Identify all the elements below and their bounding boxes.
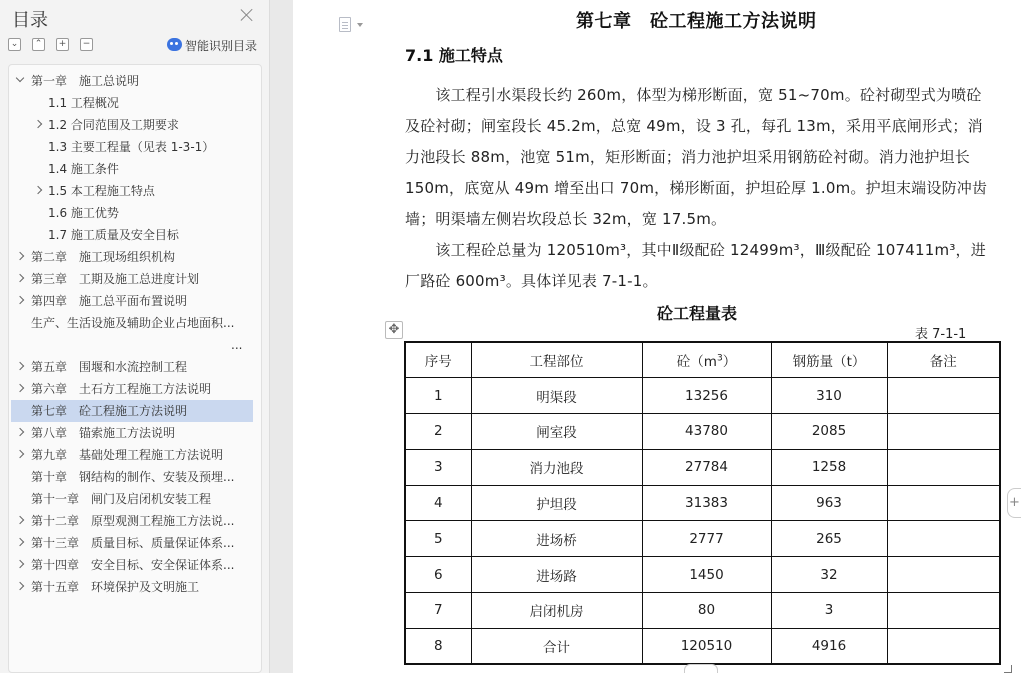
- document-icon[interactable]: [339, 17, 351, 32]
- cell-rebar[interactable]: 32: [771, 557, 887, 593]
- ai-robot-icon[interactable]: [167, 38, 182, 51]
- cell-index[interactable]: 1: [405, 378, 471, 414]
- paragraph-line: 该工程砼总量为 120510m³，其中Ⅱ级配砼 12499m³，Ⅲ级配砼 107411m³，进: [405, 241, 986, 259]
- add-heading-button[interactable]: +: [56, 38, 69, 51]
- toc-item[interactable]: [11, 576, 253, 598]
- toc-item-label: 1.5 本工程施工特点: [48, 184, 155, 198]
- cell-location[interactable]: 进场桥: [471, 521, 642, 557]
- toc-item[interactable]: [11, 202, 253, 224]
- header-concrete-sup: 3: [716, 353, 723, 364]
- toc-item-label: 1.7 施工质量及安全目标: [48, 228, 179, 242]
- cell-concrete[interactable]: 31383: [642, 485, 771, 521]
- toc-item-label: 第十二章 原型观测工程施工方法说...: [31, 514, 235, 528]
- chevron-right-icon[interactable]: [16, 362, 24, 370]
- chevron-right-icon[interactable]: [16, 384, 24, 392]
- close-icon[interactable]: [240, 8, 254, 22]
- cell-concrete[interactable]: 1450: [642, 557, 771, 593]
- header-cell-index[interactable]: 序号: [405, 342, 471, 378]
- toc-item[interactable]: [11, 510, 253, 532]
- table-row: [405, 521, 1000, 557]
- toc-item-label: 第十章 钢结构的制作、安装及预埋...: [31, 470, 235, 484]
- cell-concrete[interactable]: 13256: [642, 378, 771, 414]
- toc-item-label: 1.3 主要工程量（见表 1-3-1）: [48, 140, 215, 154]
- header-cell-location[interactable]: 工程部位: [471, 342, 642, 378]
- table-row: [405, 593, 1000, 629]
- toc-item[interactable]: [11, 268, 253, 290]
- expand-all-button[interactable]: ⌃: [32, 38, 45, 51]
- cell-rebar[interactable]: 1258: [771, 449, 887, 485]
- table-move-handle-icon[interactable]: ✥: [385, 321, 403, 339]
- toc-item[interactable]: [11, 290, 253, 312]
- toc-item[interactable]: [11, 312, 253, 334]
- cell-remark[interactable]: [887, 414, 1000, 450]
- paragraph-line: 150m，底宽从 49m 增至出口 70m，梯形断面，护坦砼厚 1.0m。护坦末端设防冲齿: [405, 179, 988, 197]
- cell-index[interactable]: 4: [405, 485, 471, 521]
- cell-rebar[interactable]: 265: [771, 521, 887, 557]
- toc-item-label: 1.2 合同范围及工期要求: [48, 118, 179, 132]
- paragraph-line: 及砼衬砌；闸室段长 45.2m，总宽 49m，设 3 孔，每孔 13m，采用平底闸形式；消: [405, 117, 983, 135]
- cell-concrete[interactable]: 2777: [642, 521, 771, 557]
- cell-rebar[interactable]: 310: [771, 378, 887, 414]
- cell-index[interactable]: 3: [405, 449, 471, 485]
- add-column-button[interactable]: +: [1007, 488, 1021, 518]
- cell-rebar[interactable]: 4916: [771, 628, 887, 664]
- toc-item-label: ...: [231, 338, 243, 352]
- cell-location[interactable]: 进场路: [471, 557, 642, 593]
- cell-concrete[interactable]: 27784: [642, 449, 771, 485]
- toc-item-label: 第八章 锚索施工方法说明: [31, 426, 176, 440]
- header-concrete-close: ）: [722, 354, 737, 371]
- cell-rebar[interactable]: 3: [771, 593, 887, 629]
- chevron-right-icon[interactable]: [16, 428, 24, 436]
- toc-item-label: 第十四章 安全目标、安全保证体系...: [31, 558, 235, 572]
- toc-item-label: 第七章 砼工程施工方法说明: [31, 404, 188, 418]
- cell-remark[interactable]: [887, 485, 1000, 521]
- table-row: [405, 414, 1000, 450]
- cell-location[interactable]: 明渠段: [471, 378, 642, 414]
- toc-item-label: 第二章 施工现场组织机构: [31, 250, 176, 264]
- chevron-down-icon[interactable]: [357, 23, 363, 27]
- cell-remark[interactable]: [887, 593, 1000, 629]
- chevron-right-icon[interactable]: [34, 120, 42, 128]
- cell-remark[interactable]: [887, 557, 1000, 593]
- paragraph-line: 该工程引水渠段长约 260m，体型为梯形断面，宽 51~70m。砼衬砌型式为喷砼: [405, 86, 982, 104]
- table-body: [405, 378, 1000, 664]
- toc-item[interactable]: [11, 92, 253, 114]
- toc-item[interactable]: [11, 444, 253, 466]
- toc-item-label: 第六章 土石方工程施工方法说明: [31, 382, 212, 396]
- toc-item-label: 第十三章 质量目标、质量保证体系...: [31, 536, 235, 550]
- toc-item[interactable]: [11, 488, 253, 510]
- toc-item[interactable]: [11, 356, 253, 378]
- cell-concrete[interactable]: 43780: [642, 414, 771, 450]
- cell-index[interactable]: 5: [405, 521, 471, 557]
- toc-tree: [8, 64, 262, 673]
- cell-concrete[interactable]: 80: [642, 593, 771, 629]
- chevron-right-icon[interactable]: [16, 538, 24, 546]
- toc-item[interactable]: [11, 224, 253, 246]
- cell-index[interactable]: 7: [405, 593, 471, 629]
- toc-item[interactable]: [11, 400, 253, 422]
- cell-location[interactable]: 消力池段: [471, 449, 642, 485]
- toc-item[interactable]: [11, 158, 253, 180]
- chapter-heading: 第七章 砼工程施工方法说明: [576, 11, 817, 32]
- table-number: 表 7-1-1: [915, 327, 967, 342]
- sidebar-title: 目录: [12, 10, 48, 31]
- chevron-right-icon[interactable]: [16, 274, 24, 282]
- toc-item-label: 第十五章 环境保护及文明施工: [31, 580, 200, 594]
- toc-sidebar: [0, 0, 270, 673]
- toc-item[interactable]: [11, 532, 253, 554]
- toc-item-label: 1.6 施工优势: [48, 206, 119, 220]
- section-heading: 7.1 施工特点: [405, 46, 503, 65]
- toc-item-label: 第三章 工期及施工总进度计划: [31, 272, 200, 286]
- header-cell-concrete[interactable]: [642, 342, 771, 378]
- toc-item-label: 生产、生活设施及辅助企业占地面积...: [31, 316, 235, 330]
- cell-location[interactable]: 闸室段: [471, 414, 642, 450]
- toc-item[interactable]: [11, 180, 253, 202]
- table-row: [405, 628, 1000, 664]
- toc-item[interactable]: [11, 70, 253, 92]
- paragraph-line: 力池段长 88m，池宽 51m，矩形断面；消力池护坦采用钢筋砼衬砌。消力池护坦长: [405, 148, 970, 166]
- concrete-quantity-table[interactable]: [404, 341, 1001, 665]
- toc-item[interactable]: [11, 378, 253, 400]
- cell-rebar[interactable]: 2085: [771, 414, 887, 450]
- toc-item-label: 第四章 施工总平面布置说明: [31, 294, 188, 308]
- table-title: 砼工程量表: [657, 304, 738, 323]
- chevron-right-icon[interactable]: [16, 252, 24, 260]
- toc-item-label: 1.4 施工条件: [48, 162, 119, 176]
- toc-item[interactable]: [11, 334, 253, 356]
- cell-remark[interactable]: [887, 378, 1000, 414]
- table-row: [405, 557, 1000, 593]
- cell-index[interactable]: 8: [405, 628, 471, 664]
- cell-location[interactable]: 合计: [471, 628, 642, 664]
- cell-index[interactable]: 6: [405, 557, 471, 593]
- cell-concrete[interactable]: 120510: [642, 628, 771, 664]
- toc-item-label: 第十一章 闸门及启闭机安装工程: [31, 492, 212, 506]
- remove-heading-button[interactable]: −: [80, 38, 93, 51]
- toc-item[interactable]: [11, 554, 253, 576]
- collapse-all-button[interactable]: ⌄: [8, 38, 21, 51]
- cell-location[interactable]: 启闭机房: [471, 593, 642, 629]
- toc-item[interactable]: [11, 114, 253, 136]
- toc-item-label: 第九章 基础处理工程施工方法说明: [31, 448, 224, 462]
- chevron-right-icon[interactable]: [16, 560, 24, 568]
- cell-index[interactable]: 2: [405, 414, 471, 450]
- chevron-down-icon[interactable]: [16, 74, 24, 82]
- table-row: [405, 378, 1000, 414]
- chevron-right-icon[interactable]: [16, 296, 24, 304]
- cell-rebar[interactable]: 963: [771, 485, 887, 521]
- table-resize-handle[interactable]: [1004, 665, 1012, 673]
- toc-item-label: 第五章 围堰和水流控制工程: [31, 360, 188, 374]
- cell-remark[interactable]: [887, 449, 1000, 485]
- chevron-right-icon[interactable]: [34, 186, 42, 194]
- cell-remark[interactable]: [887, 628, 1000, 664]
- chevron-right-icon[interactable]: [16, 450, 24, 458]
- toc-item-label: 1.1 工程概况: [48, 96, 119, 110]
- paragraph-line: 墙；明渠墙左侧岩坎段总长 32m，宽 17.5m。: [405, 210, 727, 228]
- smart-toc-button-label[interactable]: 智能识别目录: [185, 39, 258, 53]
- header-cell-rebar[interactable]: 钢筋量（t）: [771, 342, 887, 378]
- header-concrete-text: 砼（m: [676, 354, 717, 371]
- cell-location[interactable]: 护坦段: [471, 485, 642, 521]
- toc-item[interactable]: [11, 466, 253, 488]
- table-row: [405, 485, 1000, 521]
- paragraph-line: 厂路砼 600m³。具体详见表 7-1-1。: [405, 272, 658, 290]
- chevron-right-icon[interactable]: [16, 582, 24, 590]
- chevron-right-icon[interactable]: [16, 516, 24, 524]
- toc-item-label: 第一章 施工总说明: [31, 74, 140, 88]
- table-row: [405, 449, 1000, 485]
- table-header-row: [405, 342, 1000, 378]
- toc-item[interactable]: [11, 422, 253, 444]
- toc-item[interactable]: [11, 136, 253, 158]
- add-row-button[interactable]: [684, 664, 718, 673]
- header-cell-remark[interactable]: 备注: [887, 342, 1000, 378]
- toc-item[interactable]: [11, 246, 253, 268]
- cell-remark[interactable]: [887, 521, 1000, 557]
